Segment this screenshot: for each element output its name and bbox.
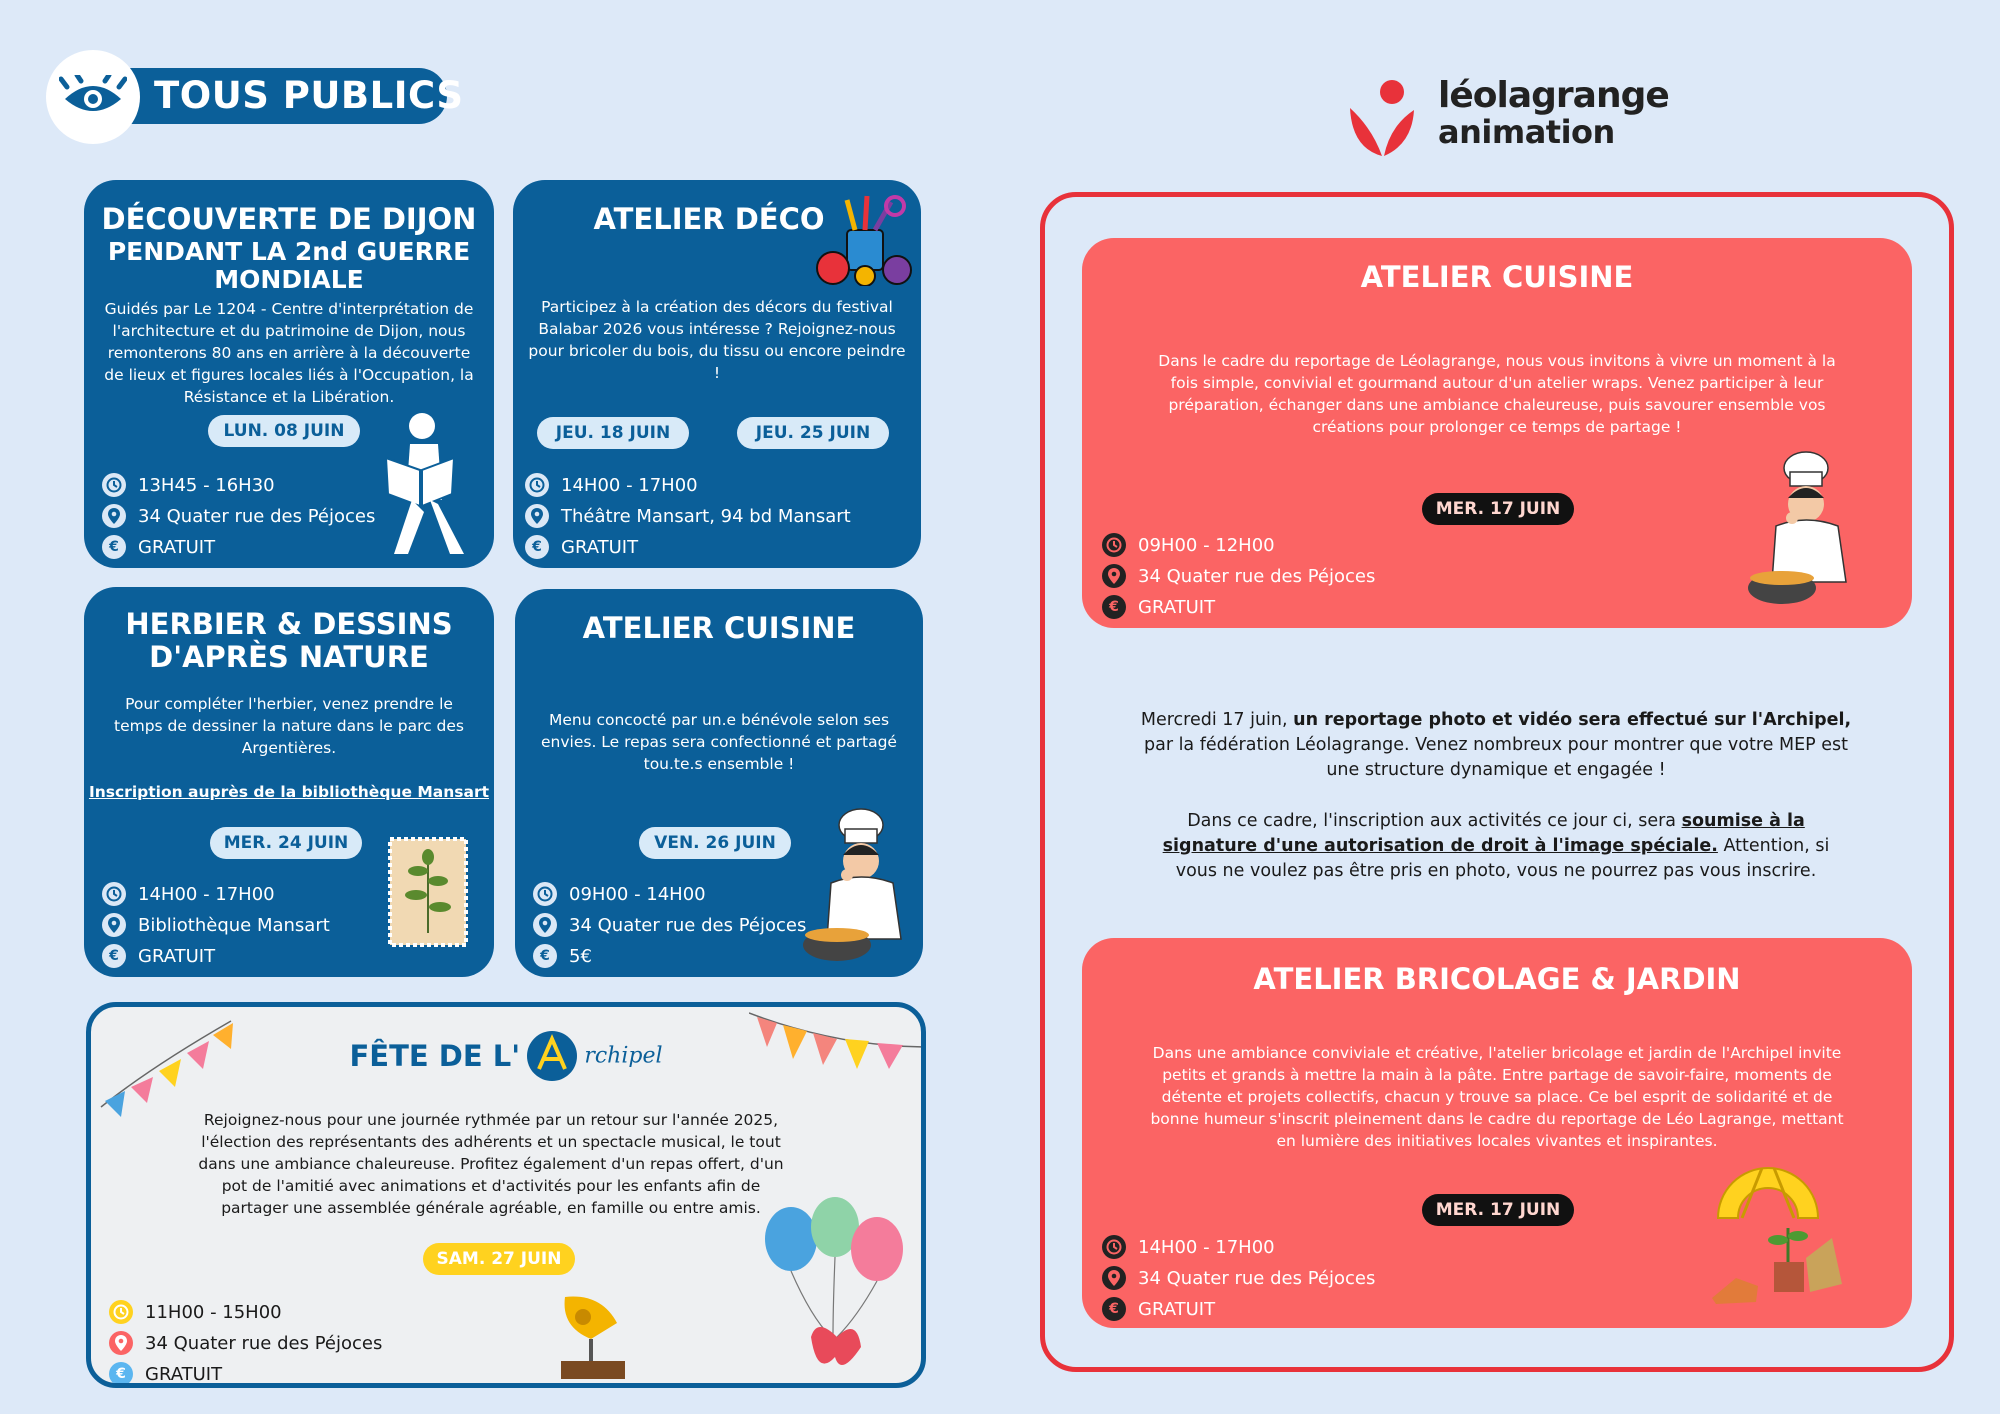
time-text: 09H00 - 12H00 — [1138, 534, 1275, 556]
time-text: 14H00 - 17H00 — [138, 883, 275, 905]
location-pin-icon — [525, 504, 549, 528]
clock-icon — [1102, 1235, 1126, 1259]
notice-highlight: soumise à la signature d'une autorisation de droit à l'image spéciale. — [1162, 811, 1805, 856]
card-description: Menu concocté par un.e bénévole selon ses envies. Le repas sera confectionné et partagé tou.te.s ensemble ! — [541, 711, 897, 773]
euro-icon: € — [109, 1362, 133, 1386]
price-text: GRATUIT — [1138, 1298, 1216, 1320]
card-atelier-cuisine-reportage — [1082, 238, 1912, 628]
balloons-icon — [761, 1187, 911, 1387]
time-row — [533, 881, 706, 907]
price-row — [1102, 1296, 1215, 1322]
card-description: Pour compléter l'herbier, venez prendre le temps de dessiner la nature dans le parc des Argentières. — [114, 695, 464, 757]
logo-name: léolagrange — [1438, 75, 1669, 116]
eye-icon — [59, 75, 127, 119]
euro-icon: € — [102, 535, 126, 559]
chef-icon — [1742, 442, 1862, 612]
time-text: 11H00 - 15H00 — [145, 1301, 282, 1323]
time-text: 13H45 - 16H30 — [138, 474, 275, 496]
date-badge: JEU. 25 JUIN — [737, 417, 889, 449]
clock-icon — [525, 473, 549, 497]
place-row — [102, 912, 330, 938]
card-fete-archipel — [86, 1002, 926, 1388]
clock-icon — [102, 473, 126, 497]
walking-reader-icon — [380, 408, 470, 558]
gramophone-icon — [551, 1287, 635, 1383]
price-row — [102, 534, 215, 560]
card-title: ATELIER CUISINE — [1360, 260, 1634, 294]
notice-text: Dans ce cadre, l'inscription aux activités ce jour ci, sera — [1187, 811, 1682, 831]
time-text: 14H00 - 17H00 — [561, 474, 698, 496]
card-title: D'APRÈS NATURE — [149, 640, 429, 674]
card-description: Guidés par Le 1204 - Centre d'interprétation de l'architecture et du patrimoine de Dijon, nous remonterons 80 ans en arrière à la découverte de lieux et figures locales liés à l'Occupation, la Résistance et la Libération. — [104, 300, 474, 406]
date-badge: JEU. 18 JUIN — [537, 417, 689, 449]
euro-icon: € — [1102, 595, 1126, 619]
leolagrange-logo-icon — [1342, 78, 1422, 158]
card-title: ATELIER BRICOLAGE & JARDIN — [1253, 962, 1741, 996]
notice-text: Attention, si vous ne voulez pas être pris en photo, vous ne pourrez pas vous inscrire. — [1175, 836, 1830, 881]
location-pin-icon — [1102, 564, 1126, 588]
archipel-logo-icon — [525, 1029, 579, 1083]
place-row — [1102, 1265, 1375, 1291]
garden-tools-icon — [1702, 1158, 1852, 1308]
card-title: PENDANT LA 2nd GUERRE — [107, 237, 471, 266]
place-row — [525, 503, 851, 529]
place-text: Théâtre Mansart, 94 bd Mansart — [561, 505, 851, 527]
clock-icon — [102, 882, 126, 906]
date-badge: MER. 17 JUIN — [1422, 493, 1574, 525]
clock-icon — [533, 882, 557, 906]
card-title: DÉCOUVERTE DE DIJON — [101, 202, 477, 236]
location-pin-icon — [102, 913, 126, 937]
card-title: HERBIER & DESSINS — [125, 607, 453, 641]
price-row — [525, 534, 638, 560]
clock-icon — [1102, 533, 1126, 557]
card-description: Dans le cadre du reportage de Léolagrange, nous vous invitons à vivre un moment à la fois simple, convivial et gourmand autour d'un atelier wraps. Venez participer à leur préparation, échanger dans une ambiance chaleureuse, puis savourer ensemble vos créations pour prolonger ce temps de partage ! — [1158, 352, 1836, 436]
card-atelier-bricolage — [1082, 938, 1912, 1328]
card-atelier-cuisine — [515, 589, 923, 977]
date-badge: MER. 17 JUIN — [1422, 1194, 1574, 1226]
euro-icon: € — [525, 535, 549, 559]
price-row — [1102, 594, 1215, 620]
card-description: Participez à la création des décors du festival Balabar 2026 vous intéresse ? Rejoignez-nous pour bricoler du bois, du tissu ou encore peindre ! — [528, 298, 906, 382]
logo-subtitle: animation — [1438, 113, 1615, 151]
date-badge: SAM. 27 JUIN — [423, 1243, 575, 1275]
price-text: GRATUIT — [145, 1363, 223, 1385]
time-row — [102, 472, 275, 498]
chef-icon — [797, 799, 917, 969]
card-description: Rejoignez-nous pour une journée rythmée par un retour sur l'année 2025, l'élection des représentants des adhérents et un spectacle musical, le tout dans une ambiance chaleureuse. Profitez également d'un repas offert, d'un pot de l'amitié avec animations et d'activités pour les enfants afin de partager une assemblée générale agréable, en famille ou entre amis. — [198, 1111, 784, 1217]
date-badge: VEN. 26 JUIN — [639, 827, 791, 859]
craft-supplies-icon — [811, 190, 915, 286]
reportage-notice-p1 — [1140, 708, 1852, 783]
euro-icon: € — [533, 944, 557, 968]
badge-label: TOUS PUBLICS — [154, 74, 464, 117]
place-row — [102, 503, 375, 529]
time-row — [1102, 1234, 1275, 1260]
card-atelier-deco — [513, 180, 921, 568]
notice-highlight: un reportage photo et vidéo sera effectué sur l'Archipel, — [1293, 710, 1852, 730]
price-text: 5€ — [569, 945, 592, 967]
place-row — [533, 912, 806, 938]
location-pin-icon — [102, 504, 126, 528]
notice-text: Mercredi 17 juin, — [1140, 710, 1294, 730]
archipel-logo-text: rchipel — [584, 1043, 663, 1069]
pressed-plant-stamp-icon — [388, 837, 468, 947]
location-pin-icon — [109, 1331, 133, 1355]
place-row — [1102, 563, 1375, 589]
price-text: GRATUIT — [138, 945, 216, 967]
clock-icon — [109, 1300, 133, 1324]
time-text: 09H00 - 14H00 — [569, 883, 706, 905]
reportage-notice-p2 — [1140, 809, 1852, 884]
time-row — [1102, 532, 1275, 558]
registration-link[interactable]: Inscription auprès de la bibliothèque Mansart — [88, 783, 490, 801]
badge-circle — [46, 50, 140, 144]
euro-icon: € — [1102, 1297, 1126, 1321]
place-text: 34 Quater rue des Péjoces — [1138, 565, 1376, 587]
place-text: Bibliothèque Mansart — [138, 914, 330, 936]
location-pin-icon — [1102, 1266, 1126, 1290]
date-badge: LUN. 08 JUIN — [208, 415, 360, 447]
card-description: Dans une ambiance conviviale et créative, l'atelier bricolage et jardin de l'Archipel invite petits et grands à mettre la main à la pâte. Entre partage de savoir-faire, moments de détente et projets collectifs, chacun y trouve sa place. Ce bel esprit de solidarité et de bonne humeur s'inscrit pleinement dans le cadre du reportage de Léo Lagrange, mettant en lumière des initiatives locales vivantes et inspirantes. — [1150, 1044, 1844, 1150]
price-text: GRATUIT — [561, 536, 639, 558]
time-text: 14H00 - 17H00 — [1138, 1236, 1275, 1258]
place-text: 34 Quater rue des Péjoces — [569, 914, 807, 936]
card-title: MONDIALE — [214, 265, 364, 294]
card-title — [91, 1029, 921, 1083]
time-row — [102, 881, 275, 907]
price-row — [533, 943, 592, 969]
date-badge: MER. 24 JUIN — [210, 827, 362, 859]
location-pin-icon — [533, 913, 557, 937]
notice-text: par la fédération Léolagrange. Venez nombreux pour montrer que votre MEP est une structure dynamique et engagée ! — [1143, 735, 1848, 780]
time-row — [525, 472, 698, 498]
card-title: ATELIER CUISINE — [582, 611, 856, 645]
title-prefix: FÊTE DE L' — [349, 1039, 521, 1073]
euro-icon: € — [102, 944, 126, 968]
place-text: 34 Quater rue des Péjoces — [1138, 1267, 1376, 1289]
price-text: GRATUIT — [1138, 596, 1216, 618]
card-dijon — [84, 180, 494, 568]
card-title: ATELIER DÉCO — [593, 202, 825, 236]
place-row — [109, 1330, 382, 1356]
place-text: 34 Quater rue des Péjoces — [138, 505, 376, 527]
place-text: 34 Quater rue des Péjoces — [145, 1332, 383, 1354]
card-herbier — [84, 587, 494, 977]
price-row — [109, 1361, 222, 1387]
time-row — [109, 1299, 282, 1325]
price-text: GRATUIT — [138, 536, 216, 558]
price-row — [102, 943, 215, 969]
